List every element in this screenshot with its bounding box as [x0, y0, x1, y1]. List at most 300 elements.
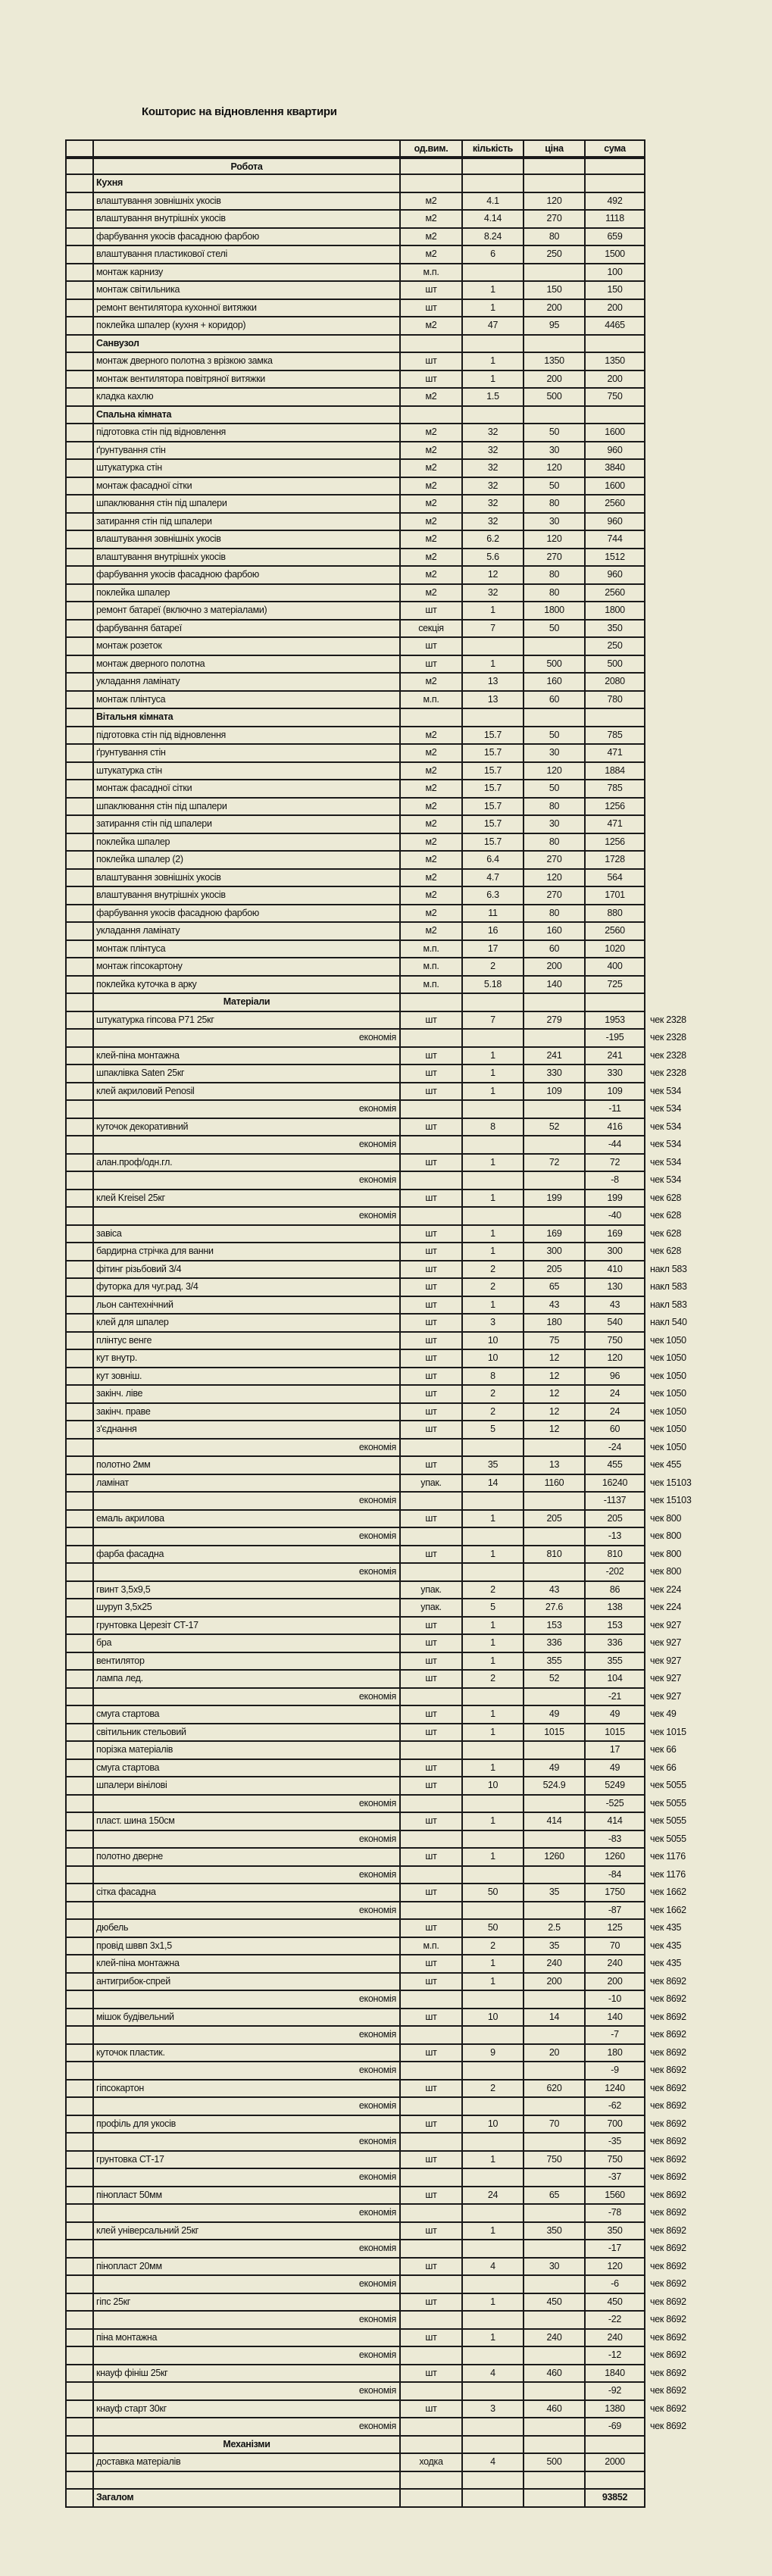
item-name-cell[interactable]: закінч. праве [92, 1404, 399, 1422]
row-number-cell[interactable] [65, 1618, 92, 1636]
price-cell[interactable] [523, 2240, 584, 2259]
price-cell[interactable]: 60 [523, 941, 584, 959]
price-cell[interactable] [523, 2098, 584, 2116]
row-number-cell[interactable] [65, 2223, 92, 2241]
sum-cell[interactable]: 150 [584, 282, 645, 300]
room-title-cell[interactable]: Санвузол [92, 336, 399, 354]
row-number-cell[interactable] [65, 1155, 92, 1173]
quantity-cell[interactable]: 1 [461, 602, 523, 621]
row-number-cell[interactable] [65, 460, 92, 478]
row-number-cell[interactable] [65, 1243, 92, 1261]
sum-cell[interactable]: 1512 [584, 549, 645, 567]
price-cell[interactable]: 30 [523, 514, 584, 532]
item-name-cell[interactable]: ламінат [92, 1475, 399, 1493]
price-cell[interactable] [523, 1689, 584, 1707]
row-number-cell[interactable] [65, 2401, 92, 2419]
row-number-cell[interactable] [65, 1172, 92, 1190]
row-number-cell[interactable] [65, 2312, 92, 2330]
quantity-cell[interactable]: 6 [461, 246, 523, 264]
price-cell[interactable]: 450 [523, 2294, 584, 2312]
sum-cell[interactable]: 180 [584, 2045, 645, 2063]
sum-cell[interactable]: 1840 [584, 2365, 645, 2384]
quantity-cell[interactable]: 5 [461, 1421, 523, 1440]
item-name-cell[interactable]: антигрибок-спрей [92, 1974, 399, 1992]
saving-label-cell[interactable]: економія [92, 1796, 399, 1814]
sum-cell[interactable]: 1800 [584, 602, 645, 621]
unit-cell[interactable]: шт [399, 656, 461, 674]
quantity-cell[interactable]: 6.2 [461, 531, 523, 549]
item-name-cell[interactable]: ґрунтування стін [92, 745, 399, 763]
unit-cell[interactable]: м.п. [399, 264, 461, 283]
row-number-cell[interactable] [65, 887, 92, 905]
unit-cell[interactable]: м2 [399, 745, 461, 763]
unit-cell[interactable]: м2 [399, 674, 461, 692]
sum-cell[interactable] [584, 2437, 645, 2455]
saving-label-cell[interactable]: економія [92, 2134, 399, 2152]
price-cell[interactable] [523, 1101, 584, 1119]
unit-cell[interactable]: шт [399, 1653, 461, 1671]
price-cell[interactable]: 43 [523, 1582, 584, 1600]
price-cell[interactable] [523, 175, 584, 193]
unit-cell[interactable]: упак. [399, 1475, 461, 1493]
quantity-cell[interactable]: 50 [461, 1920, 523, 1938]
unit-cell[interactable]: шт [399, 1849, 461, 1867]
sum-cell[interactable]: 2560 [584, 923, 645, 941]
item-name-cell[interactable]: гіпсокартон [92, 2080, 399, 2099]
saving-label-cell[interactable]: економія [92, 2169, 399, 2187]
price-cell[interactable] [523, 1208, 584, 1226]
quantity-cell[interactable]: 1 [461, 1083, 523, 1102]
sum-cell[interactable]: 138 [584, 1599, 645, 1618]
row-number-cell[interactable] [65, 1261, 92, 1280]
price-cell[interactable]: 240 [523, 1955, 584, 1974]
item-name-cell[interactable]: влаштування зовнішніх укосів [92, 531, 399, 549]
sum-cell[interactable]: -17 [584, 2240, 645, 2259]
sum-cell[interactable]: 355 [584, 1653, 645, 1671]
unit-cell[interactable]: м2 [399, 816, 461, 834]
row-number-cell[interactable] [65, 1653, 92, 1671]
quantity-cell[interactable]: 5 [461, 1599, 523, 1618]
price-cell[interactable]: 180 [523, 1315, 584, 1333]
quantity-cell[interactable]: 1 [461, 1955, 523, 1974]
row-number-cell[interactable] [65, 905, 92, 924]
item-name-cell[interactable]: монтаж вентилятора повітряної витяжки [92, 371, 399, 389]
unit-cell[interactable]: м2 [399, 246, 461, 264]
quantity-cell[interactable]: 1 [461, 1546, 523, 1565]
sum-cell[interactable]: 1256 [584, 834, 645, 852]
sum-cell[interactable]: 1240 [584, 2080, 645, 2099]
unit-cell[interactable]: шт [399, 1777, 461, 1796]
sum-cell[interactable]: 5249 [584, 1777, 645, 1796]
sum-cell[interactable]: 330 [584, 1065, 645, 1083]
sum-cell[interactable]: 810 [584, 1546, 645, 1565]
unit-cell[interactable]: шт [399, 1368, 461, 1386]
sum-cell[interactable]: 49 [584, 1706, 645, 1724]
quantity-cell[interactable]: 4 [461, 2259, 523, 2277]
unit-cell[interactable]: м2 [399, 549, 461, 567]
price-cell[interactable] [523, 638, 584, 656]
sum-cell[interactable]: 2560 [584, 496, 645, 514]
price-cell[interactable] [523, 336, 584, 354]
saving-label-cell[interactable]: економія [92, 1030, 399, 1048]
quantity-cell[interactable]: 47 [461, 317, 523, 336]
sum-cell[interactable]: -1137 [584, 1493, 645, 1511]
row-number-cell[interactable] [65, 763, 92, 781]
sum-cell[interactable]: 24 [584, 1386, 645, 1404]
quantity-cell[interactable]: 4.14 [461, 211, 523, 229]
item-name-cell[interactable]: гвинт 3,5х9,5 [92, 1582, 399, 1600]
quantity-cell[interactable]: 32 [461, 442, 523, 461]
row-number-cell[interactable] [65, 2437, 92, 2455]
row-number-cell[interactable] [65, 1582, 92, 1600]
price-cell[interactable] [523, 2347, 584, 2365]
row-number-cell[interactable] [65, 1724, 92, 1743]
sum-cell[interactable]: 350 [584, 2223, 645, 2241]
item-name-cell[interactable]: укладання ламінату [92, 923, 399, 941]
sum-cell[interactable]: 725 [584, 977, 645, 995]
row-number-cell[interactable] [65, 1974, 92, 1992]
quantity-cell[interactable] [461, 2437, 523, 2455]
price-cell[interactable]: 500 [523, 389, 584, 407]
unit-cell[interactable]: шт [399, 1190, 461, 1208]
price-cell[interactable]: 30 [523, 2259, 584, 2277]
row-number-cell[interactable] [65, 407, 92, 425]
item-name-cell[interactable]: кнауф фініш 25кг [92, 2365, 399, 2384]
unit-cell[interactable] [399, 1101, 461, 1119]
quantity-cell[interactable] [461, 1101, 523, 1119]
sum-cell[interactable] [584, 994, 645, 1012]
quantity-cell[interactable] [461, 1742, 523, 1760]
quantity-cell[interactable]: 17 [461, 941, 523, 959]
sum-cell[interactable]: 1256 [584, 799, 645, 817]
quantity-cell[interactable]: 1 [461, 300, 523, 318]
row-number-cell[interactable] [65, 567, 92, 585]
row-number-cell[interactable] [65, 2080, 92, 2099]
saving-label-cell[interactable]: економія [92, 1902, 399, 1921]
price-cell[interactable] [523, 1528, 584, 1546]
row-number-cell[interactable] [65, 2383, 92, 2401]
saving-label-cell[interactable]: економія [92, 2027, 399, 2045]
sum-cell[interactable]: 744 [584, 531, 645, 549]
row-number-cell[interactable] [65, 229, 92, 247]
row-number-cell[interactable] [65, 2027, 92, 2045]
price-cell[interactable] [523, 2027, 584, 2045]
price-cell[interactable]: 250 [523, 246, 584, 264]
item-name-cell[interactable]: лампа лед. [92, 1671, 399, 1689]
item-name-cell[interactable]: плінтус венге [92, 1333, 399, 1351]
row-number-cell[interactable] [65, 1190, 92, 1208]
price-cell[interactable] [523, 1440, 584, 1458]
item-name-cell[interactable]: затирання стін під шпалери [92, 816, 399, 834]
sum-cell[interactable]: 1728 [584, 852, 645, 870]
quantity-cell[interactable]: 3 [461, 2401, 523, 2419]
sum-cell[interactable]: 960 [584, 567, 645, 585]
row-number-cell[interactable] [65, 745, 92, 763]
price-cell[interactable]: 120 [523, 763, 584, 781]
quantity-cell[interactable]: 4.1 [461, 193, 523, 211]
unit-cell[interactable]: шт [399, 1065, 461, 1083]
saving-label-cell[interactable]: економія [92, 1867, 399, 1885]
item-name-cell[interactable]: профіль для укосів [92, 2116, 399, 2134]
row-number-cell[interactable] [65, 1938, 92, 1956]
price-cell[interactable]: 1015 [523, 1724, 584, 1743]
row-number-cell[interactable] [65, 158, 92, 176]
price-cell[interactable]: 35 [523, 1938, 584, 1956]
item-name-cell[interactable]: кладка кахлю [92, 389, 399, 407]
unit-cell[interactable]: м2 [399, 389, 461, 407]
sum-cell[interactable]: 750 [584, 1333, 645, 1351]
item-name-cell[interactable]: поклейка куточка в арку [92, 977, 399, 995]
row-number-cell[interactable] [65, 585, 92, 603]
quantity-cell[interactable] [461, 1136, 523, 1155]
sum-cell[interactable]: 205 [584, 1511, 645, 1529]
price-cell[interactable]: 120 [523, 531, 584, 549]
price-cell[interactable]: 12 [523, 1368, 584, 1386]
price-cell[interactable] [523, 2472, 584, 2490]
sum-cell[interactable]: 120 [584, 1350, 645, 1368]
quantity-cell[interactable]: 6.3 [461, 887, 523, 905]
item-name-cell[interactable]: пінопласт 50мм [92, 2187, 399, 2206]
sum-cell[interactable]: 1020 [584, 941, 645, 959]
quantity-cell[interactable]: 1 [461, 371, 523, 389]
quantity-cell[interactable]: 1.5 [461, 389, 523, 407]
unit-cell[interactable] [399, 2312, 461, 2330]
row-number-cell[interactable] [65, 1528, 92, 1546]
unit-cell[interactable]: шт [399, 2365, 461, 2384]
sum-cell[interactable]: 125 [584, 1920, 645, 1938]
item-name-cell[interactable]: шпаклювання стін під шпалери [92, 496, 399, 514]
unit-cell[interactable]: шт [399, 1012, 461, 1030]
row-number-cell[interactable] [65, 621, 92, 639]
section-title-cell[interactable]: Матеріали [92, 994, 399, 1012]
price-cell[interactable]: 80 [523, 496, 584, 514]
price-cell[interactable] [523, 2134, 584, 2152]
quantity-cell[interactable]: 1 [461, 1190, 523, 1208]
sum-cell[interactable]: 200 [584, 1974, 645, 1992]
quantity-cell[interactable]: 32 [461, 514, 523, 532]
row-number-cell[interactable] [65, 1546, 92, 1565]
item-name-cell[interactable]: кут зовніш. [92, 1368, 399, 1386]
unit-cell[interactable] [399, 1208, 461, 1226]
sum-cell[interactable]: 100 [584, 264, 645, 283]
header-price[interactable]: ціна [523, 139, 584, 158]
row-number-cell[interactable] [65, 602, 92, 621]
sum-cell[interactable]: 24 [584, 1404, 645, 1422]
quantity-cell[interactable]: 15.7 [461, 763, 523, 781]
row-number-cell[interactable] [65, 638, 92, 656]
item-name-cell[interactable]: сітка фасадна [92, 1884, 399, 1902]
quantity-cell[interactable]: 1 [461, 1653, 523, 1671]
price-cell[interactable]: 30 [523, 442, 584, 461]
price-cell[interactable]: 65 [523, 1279, 584, 1297]
unit-cell[interactable]: шт [399, 2152, 461, 2170]
unit-cell[interactable] [399, 2062, 461, 2080]
row-number-cell[interactable] [65, 264, 92, 283]
price-cell[interactable]: 810 [523, 1546, 584, 1565]
quantity-cell[interactable]: 1 [461, 2223, 523, 2241]
header-sum[interactable]: сума [584, 139, 645, 158]
row-number-cell[interactable] [65, 2490, 92, 2508]
row-number-cell[interactable] [65, 549, 92, 567]
item-name-cell[interactable]: поклейка шпалер (кухня + коридор) [92, 317, 399, 336]
item-name-cell[interactable]: влаштування зовнішніх укосів [92, 870, 399, 888]
sum-cell[interactable]: -6 [584, 2276, 645, 2294]
unit-cell[interactable]: м2 [399, 763, 461, 781]
saving-label-cell[interactable]: економія [92, 2418, 399, 2437]
item-name-cell[interactable]: ґрунтування стін [92, 442, 399, 461]
row-number-cell[interactable] [65, 2259, 92, 2277]
quantity-cell[interactable] [461, 2169, 523, 2187]
unit-cell[interactable]: шт [399, 638, 461, 656]
row-number-cell[interactable] [65, 1404, 92, 1422]
row-number-cell[interactable] [65, 1849, 92, 1867]
quantity-cell[interactable]: 5.6 [461, 549, 523, 567]
quantity-cell[interactable]: 1 [461, 1048, 523, 1066]
sum-cell[interactable]: -62 [584, 2098, 645, 2116]
row-number-cell[interactable] [65, 1955, 92, 1974]
price-cell[interactable]: 30 [523, 816, 584, 834]
price-cell[interactable] [523, 2169, 584, 2187]
row-number-cell[interactable] [65, 1813, 92, 1831]
saving-label-cell[interactable]: економія [92, 1493, 399, 1511]
price-cell[interactable] [523, 1136, 584, 1155]
sum-cell[interactable]: -22 [584, 2312, 645, 2330]
sum-cell[interactable]: -87 [584, 1902, 645, 1921]
item-name-cell[interactable]: фарба фасадна [92, 1546, 399, 1565]
price-cell[interactable]: 1260 [523, 1849, 584, 1867]
quantity-cell[interactable]: 1 [461, 1065, 523, 1083]
quantity-cell[interactable]: 6.4 [461, 852, 523, 870]
item-name-cell[interactable]: шпалери вінілові [92, 1777, 399, 1796]
unit-cell[interactable] [399, 1030, 461, 1048]
price-cell[interactable]: 14 [523, 2009, 584, 2027]
unit-cell[interactable]: упак. [399, 1599, 461, 1618]
row-number-cell[interactable] [65, 1297, 92, 1315]
unit-cell[interactable] [399, 709, 461, 727]
unit-cell[interactable]: м.п. [399, 1938, 461, 1956]
price-cell[interactable]: 500 [523, 656, 584, 674]
row-number-cell[interactable] [65, 1421, 92, 1440]
sum-cell[interactable]: 199 [584, 1190, 645, 1208]
price-cell[interactable]: 49 [523, 1706, 584, 1724]
unit-cell[interactable]: м2 [399, 585, 461, 603]
quantity-cell[interactable] [461, 709, 523, 727]
sum-cell[interactable]: 492 [584, 193, 645, 211]
sum-cell[interactable]: 1600 [584, 424, 645, 442]
price-cell[interactable] [523, 1902, 584, 1921]
sum-cell[interactable]: 455 [584, 1457, 645, 1475]
price-cell[interactable]: 80 [523, 834, 584, 852]
unit-cell[interactable]: м2 [399, 567, 461, 585]
sum-cell[interactable]: 200 [584, 300, 645, 318]
price-cell[interactable]: 200 [523, 1974, 584, 1992]
item-name-cell[interactable]: монтаж гіпсокартону [92, 958, 399, 977]
quantity-cell[interactable] [461, 2490, 523, 2508]
sum-cell[interactable]: -24 [584, 1440, 645, 1458]
row-number-cell[interactable] [65, 514, 92, 532]
item-name-cell[interactable]: грунтовка Церезіт СТ-17 [92, 1618, 399, 1636]
unit-cell[interactable]: шт [399, 1333, 461, 1351]
row-number-cell[interactable] [65, 2134, 92, 2152]
quantity-cell[interactable]: 2 [461, 1938, 523, 1956]
unit-cell[interactable]: шт [399, 1048, 461, 1066]
quantity-cell[interactable]: 1 [461, 2330, 523, 2348]
unit-cell[interactable]: шт [399, 300, 461, 318]
item-name-cell[interactable]: куточок пластик. [92, 2045, 399, 2063]
row-number-cell[interactable] [65, 1920, 92, 1938]
item-name-cell[interactable]: фарбування укосів фасадною фарбою [92, 567, 399, 585]
item-name-cell[interactable]: штукатурка стін [92, 460, 399, 478]
row-number-cell[interactable] [65, 2116, 92, 2134]
item-name-cell[interactable]: фітинг різьбовий 3/4 [92, 1261, 399, 1280]
unit-cell[interactable]: м2 [399, 460, 461, 478]
saving-label-cell[interactable]: економія [92, 1528, 399, 1546]
sum-cell[interactable]: 410 [584, 1261, 645, 1280]
unit-cell[interactable]: м.п. [399, 977, 461, 995]
unit-cell[interactable]: шт [399, 1974, 461, 1992]
unit-cell[interactable] [399, 2169, 461, 2187]
row-number-cell[interactable] [65, 1440, 92, 1458]
unit-cell[interactable] [399, 336, 461, 354]
row-number-cell[interactable] [65, 1136, 92, 1155]
sum-cell[interactable]: -44 [584, 1136, 645, 1155]
item-name-cell[interactable]: пінопласт 20мм [92, 2259, 399, 2277]
row-number-cell[interactable] [65, 1884, 92, 1902]
row-number-cell[interactable] [65, 1760, 92, 1778]
unit-cell[interactable]: м2 [399, 531, 461, 549]
item-name-cell[interactable]: порізка матеріалів [92, 1742, 399, 1760]
quantity-cell[interactable]: 32 [461, 496, 523, 514]
sum-cell[interactable]: 43 [584, 1297, 645, 1315]
sum-cell[interactable]: 564 [584, 870, 645, 888]
row-number-cell[interactable] [65, 2169, 92, 2187]
unit-cell[interactable]: м.п. [399, 941, 461, 959]
unit-cell[interactable]: шт [399, 1724, 461, 1743]
row-number-cell[interactable] [65, 317, 92, 336]
sum-cell[interactable]: 471 [584, 816, 645, 834]
quantity-cell[interactable] [461, 1831, 523, 1849]
price-cell[interactable]: 52 [523, 1671, 584, 1689]
price-cell[interactable] [523, 1564, 584, 1582]
sum-cell[interactable]: 72 [584, 1155, 645, 1173]
unit-cell[interactable]: м2 [399, 478, 461, 496]
price-cell[interactable]: 270 [523, 549, 584, 567]
row-number-cell[interactable] [65, 816, 92, 834]
quantity-cell[interactable]: 1 [461, 1635, 523, 1653]
item-name-cell[interactable]: фарбування укосів фасадною фарбою [92, 229, 399, 247]
quantity-cell[interactable] [461, 2134, 523, 2152]
saving-label-cell[interactable]: економія [92, 1440, 399, 1458]
item-name-cell[interactable]: піна монтажна [92, 2330, 399, 2348]
unit-cell[interactable]: шт [399, 1511, 461, 1529]
unit-cell[interactable]: м2 [399, 905, 461, 924]
unit-cell[interactable]: м2 [399, 424, 461, 442]
item-name-cell[interactable]: поклейка шпалер [92, 585, 399, 603]
price-cell[interactable]: 109 [523, 1083, 584, 1102]
unit-cell[interactable]: шт [399, 2401, 461, 2419]
saving-label-cell[interactable]: економія [92, 1689, 399, 1707]
quantity-cell[interactable]: 2 [461, 1671, 523, 1689]
saving-label-cell[interactable]: економія [92, 2240, 399, 2259]
unit-cell[interactable]: м2 [399, 514, 461, 532]
row-number-cell[interactable] [65, 282, 92, 300]
quantity-cell[interactable] [461, 2205, 523, 2223]
price-cell[interactable]: 153 [523, 1618, 584, 1636]
quantity-cell[interactable]: 2 [461, 1386, 523, 1404]
item-name-cell[interactable]: пласт. шина 150см [92, 1813, 399, 1831]
item-name-cell[interactable]: монтаж карнизу [92, 264, 399, 283]
unit-cell[interactable] [399, 1991, 461, 2009]
